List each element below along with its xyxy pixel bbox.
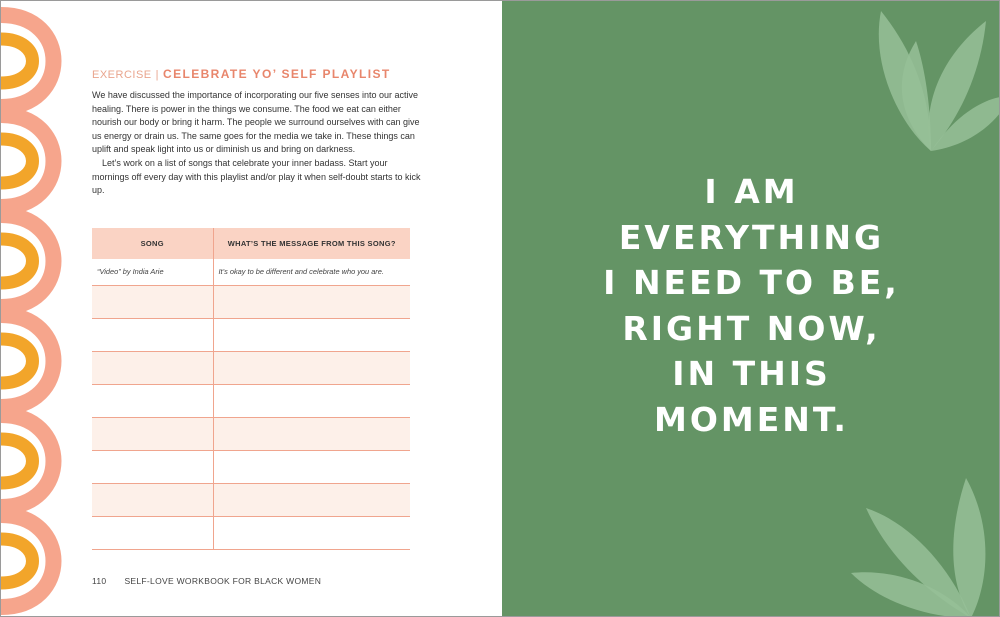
body-paragraph-1: We have discussed the importance of incorporating our five senses into our active healing. There is power in the things we consume. The food we eat can either nourish our body or bring it harm. The people we surround ourselves with can give us energy or drain us. The same goes for the media we take in. These things can uplift and speak light into us or diminish us and bring on darkness. [92,90,420,155]
exercise-heading [92,67,391,81]
table-row [92,285,410,318]
song-entry-cell[interactable] [92,351,213,384]
leaf-decoration-top [861,1,1000,151]
table-row [92,483,410,516]
arch-inner [1,139,33,183]
arch-inner [1,239,33,283]
body-paragraph-2: Let’s work on a list of songs that celebrate your inner badass. Start your mornings off every day with this playlist and/or play it when self-doubt starts to kick up. [92,157,421,196]
message-entry-cell[interactable] [213,516,410,549]
playlist-table [92,228,410,550]
exercise-title: CELEBRATE YO’ SELF PLAYLIST [163,67,391,81]
affirmation-line: I AM [704,172,799,211]
song-entry-cell[interactable] [92,285,213,318]
song-entry-cell[interactable] [92,516,213,549]
affirmation-line: I NEED TO BE, [603,263,900,302]
affirmation-line: IN THIS [672,354,831,393]
sample-message-cell: It’s okay to be different and celebrate who you are. [213,259,410,285]
affirmation-line: RIGHT NOW, [622,308,881,348]
message-entry-cell[interactable] [213,351,410,384]
exercise-body [92,89,422,198]
left-page [1,1,502,617]
page-footer [92,576,321,586]
arch-inner [1,339,33,383]
exercise-separator: | [155,69,159,81]
exercise-kicker: EXERCISE [92,69,152,81]
leaf-decoration-bottom [851,478,1000,617]
message-entry-cell[interactable] [213,318,410,351]
arch-inner [1,439,33,483]
table-row [92,318,410,351]
table-row [92,516,410,549]
column-header-message: WHAT’S THE MESSAGE FROM THIS SONG? [213,228,410,259]
column-header-song: SONG [92,228,213,259]
song-entry-cell[interactable] [92,318,213,351]
affirmation-line: EVERYTHING [618,217,885,257]
song-entry-cell[interactable] [92,483,213,516]
message-entry-cell[interactable] [213,285,410,318]
affirmation-quote [502,169,1000,442]
affirmation-line: MOMENT. [654,399,849,439]
table-row [92,351,410,384]
arch-inner [1,539,33,583]
arch-inner [1,39,33,83]
right-page [502,1,1000,617]
table-header-row [92,228,410,259]
message-entry-cell[interactable] [213,384,410,417]
song-entry-cell[interactable] [92,450,213,483]
message-entry-cell[interactable] [213,450,410,483]
table-row [92,450,410,483]
table-row-sample [92,259,410,285]
message-entry-cell[interactable] [213,417,410,450]
message-entry-cell[interactable] [213,483,410,516]
song-entry-cell[interactable] [92,417,213,450]
book-title: SELF-LOVE WORKBOOK FOR BLACK WOMEN [124,576,322,586]
page-number: 110 [92,576,107,586]
table-row [92,384,410,417]
song-entry-cell[interactable] [92,384,213,417]
decorative-arches-border [1,1,71,617]
table-row [92,417,410,450]
sample-song-cell: “Video” by India Arie [92,259,213,285]
